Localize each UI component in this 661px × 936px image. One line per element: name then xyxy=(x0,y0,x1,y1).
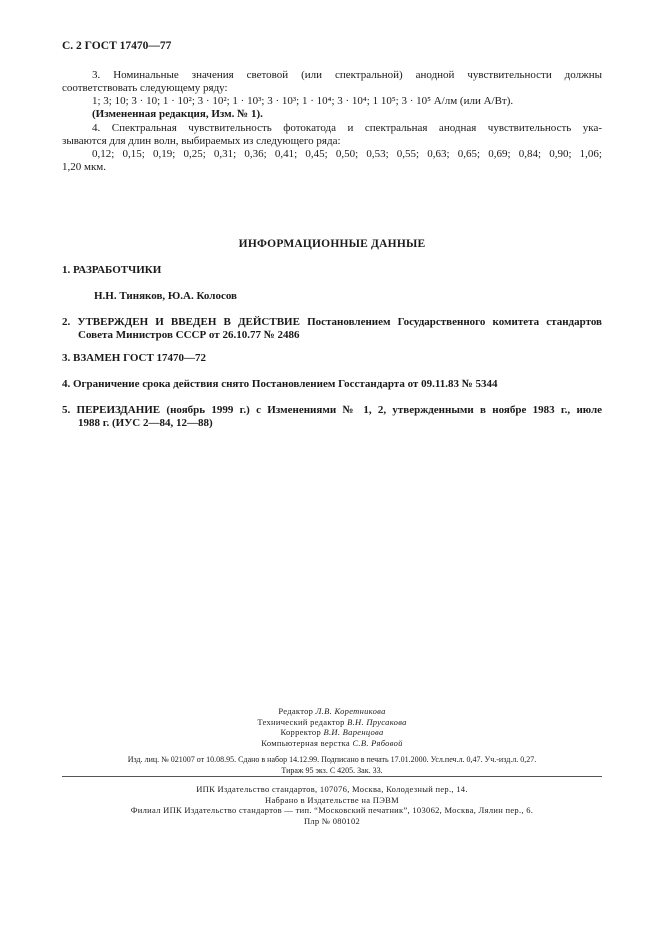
publisher-line-2: Набрано в Издательстве на ПЭВМ xyxy=(265,794,399,805)
item-4-line-3: 0,12; 0,15; 0,19; 0,25; 0,31; 0,36; 0,41; 0,45; 0,50; 0,53; 0,55; 0,63; 0,65; 0,69; 0,84; 0,90; 1,06; xyxy=(92,148,602,160)
imprint-credits xyxy=(62,706,602,748)
credit-tech-editor: Технический редактор В.Н. Прусакова xyxy=(257,716,407,727)
info-section-2 xyxy=(62,316,602,342)
item-3-line-2: соответствовать следующему ряду: xyxy=(62,82,228,94)
item-4 xyxy=(62,122,602,174)
info-section-5-line-1: 5. ПЕРЕИЗДАНИЕ (ноябрь 1999 г.) с Изменениями № 1, 2, утвержденными в ноябре 1983 г., июле xyxy=(62,404,602,416)
info-section-3: 3. ВЗАМЕН ГОСТ 17470—72 xyxy=(62,352,207,364)
info-section-4: 4. Ограничение срока действия снято Постановлением Госстандарта от 09.11.83 № 5344 xyxy=(62,378,498,390)
imprint-print-data xyxy=(62,755,602,776)
publisher-line-4: Плр № 080102 xyxy=(303,815,361,826)
info-section-5-line-2: 1988 г. (ИУС 2—84, 12—88) xyxy=(78,417,213,429)
item-4-line-4: 1,20 мкм. xyxy=(62,161,107,173)
item-3-series: 1; 3; 10; 3 · 10; 1 · 10²; 3 · 10²; 1 · 10³; 3 · 10³; 1 · 10⁴; 3 · 10⁴; 1 10⁵; 3 · 10⁵ А/лм (или А/Вт). xyxy=(92,95,514,107)
info-section-2-line-1: 2. УТВЕРЖДЕН И ВВЕДЕН В ДЕЙСТВИЕ Постановлением Государственного комитета стандартов xyxy=(62,316,602,328)
publisher-line-1: ИПК Издательство стандартов, 107076, Москва, Колодезный пер., 14. xyxy=(196,784,468,794)
item-4-line-1: 4. Спектральная чувствительность фотокатода и спектральная анодная чувствительность ука- xyxy=(92,122,602,134)
imprint-publisher xyxy=(62,784,602,826)
publisher-line-3: Филиал ИПК Издательство стандартов — тип. “Московский печатник”, 103062, Москва, Лялин пер., 6. xyxy=(130,805,534,815)
info-section-1-names: Н.Н. Тиняков, Ю.А. Колосов xyxy=(94,290,237,302)
page-header: С. 2 ГОСТ 17470—77 xyxy=(62,40,172,52)
print-data-line-2: Тираж 95 экз. С 4205. Зак. 33. xyxy=(281,765,383,775)
info-title: ИНФОРМАЦИОННЫЕ ДАННЫЕ xyxy=(238,238,426,250)
credit-proofreader: Корректор В.И. Варенцова xyxy=(280,727,384,737)
info-section-5 xyxy=(62,404,602,430)
print-data-line-1: Изд. лиц. № 021007 от 10.08.95. Сдано в набор 14.12.99. Подписано в печать 17.01.2000. Усл.печ.л. 0,47. Уч.-изд.л. 0,27. xyxy=(127,755,537,764)
info-section-1-title: 1. РАЗРАБОТЧИКИ xyxy=(62,264,162,276)
credit-layout: Компьютерная верстка С.В. Рябовой xyxy=(261,737,403,748)
item-3-line-1: 3. Номинальные значения световой (или спектральной) анодной чувствительности должны xyxy=(92,69,602,81)
info-section-2-line-2: Совета Министров СССР от 26.10.77 № 2486 xyxy=(78,329,300,341)
item-3 xyxy=(62,69,602,121)
imprint-divider xyxy=(62,776,602,777)
item-4-line-2: зываются для длин волн, выбираемых из следующего ряда: xyxy=(62,135,341,147)
credit-editor: Редактор Л.В. Коретникова xyxy=(278,706,386,716)
item-3-amendment: (Измененная редакция, Изм. № 1). xyxy=(92,108,263,120)
